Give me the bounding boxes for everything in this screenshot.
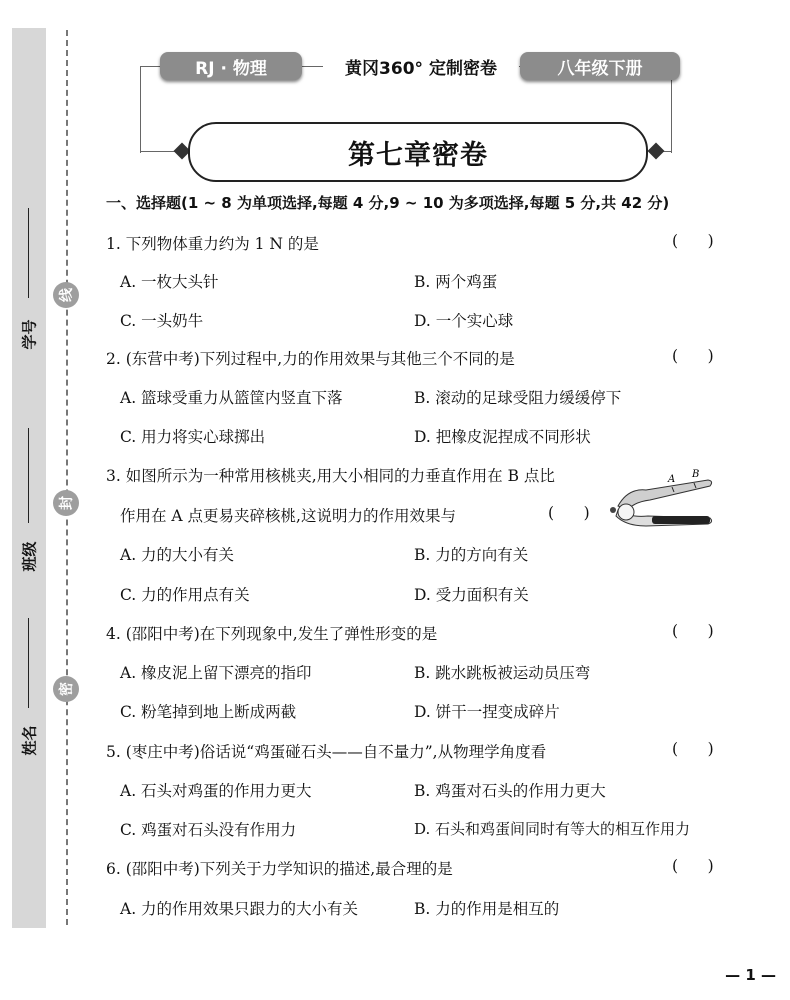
question-1-option-d[interactable]: D. 一个实心球	[414, 312, 514, 330]
question-5-option-d[interactable]: D. 石头和鸡蛋间同时有等大的相互作用力	[414, 820, 691, 838]
question-3-option-b[interactable]: B. 力的方向有关	[414, 546, 529, 564]
nutcracker-jaw	[618, 504, 634, 520]
question-3-option-c[interactable]: C. 力的作用点有关	[120, 586, 250, 604]
question-1-option-b[interactable]: B. 两个鸡蛋	[414, 273, 498, 291]
question-2-option-a[interactable]: A. 篮球受重力从篮筐内竖直下落	[120, 389, 343, 407]
question-2-answer[interactable]: ( )	[672, 347, 714, 365]
question-6-option-b[interactable]: B. 力的作用是相互的	[414, 900, 560, 918]
question-5-option-b[interactable]: B. 鸡蛋对石头的作用力更大	[414, 782, 606, 800]
page-title: 第七章密卷	[188, 122, 648, 182]
question-4-answer[interactable]: ( )	[672, 622, 714, 640]
question-1-answer[interactable]: ( )	[672, 232, 714, 250]
question-1-option-a[interactable]: A. 一枚大头针	[120, 273, 219, 291]
question-4-stem: 4. (邵阳中考)在下列现象中,发生了弹性形变的是	[106, 625, 438, 643]
grade-tag: 八年级下册	[520, 52, 680, 80]
question-6-option-a[interactable]: A. 力的作用效果只跟力的大小有关	[120, 900, 359, 918]
question-2-option-c[interactable]: C. 用力将实心球掷出	[120, 428, 266, 446]
question-3-answer[interactable]: ( )	[548, 504, 590, 522]
question-3-stem-continued: 作用在 A 点更易夹碎核桃,这说明力的作用效果与	[120, 507, 456, 525]
nutcracker-grip	[652, 516, 710, 524]
question-4-option-d[interactable]: D. 饼干一捏变成碎片	[414, 703, 560, 721]
series-name: 黄冈360° 定制密卷	[323, 52, 519, 80]
seal-mark-line: 线	[53, 282, 79, 308]
seal-mark-secret: 密	[53, 676, 79, 702]
question-3-option-a[interactable]: A. 力的大小有关	[120, 546, 235, 564]
header-connector-left	[140, 151, 178, 152]
student-id-label: 学号	[20, 319, 39, 350]
nutcracker-hinge	[610, 507, 616, 513]
question-2-option-b[interactable]: B. 滚动的足球受阻力缓缓停下	[414, 389, 622, 407]
name-line	[28, 618, 29, 708]
name-label: 姓名	[20, 725, 39, 756]
question-2-stem: 2. (东营中考)下列过程中,力的作用效果与其他三个不同的是	[106, 350, 515, 368]
question-6-stem: 6. (邵阳中考)下列关于力学知识的描述,最合理的是	[106, 860, 453, 878]
question-5-option-a[interactable]: A. 石头对鸡蛋的作用力更大	[120, 782, 312, 800]
point-b-label: B	[692, 469, 700, 480]
question-2-option-d[interactable]: D. 把橡皮泥捏成不同形状	[414, 428, 591, 446]
class-label: 班级	[20, 541, 39, 572]
nutcracker-upper-arm	[618, 480, 712, 510]
point-a-label: A	[668, 474, 676, 485]
seal-dashed-line	[66, 30, 68, 925]
question-4-option-b[interactable]: B. 跳水跳板被运动员压弯	[414, 664, 591, 682]
class-line	[28, 428, 29, 523]
question-1-stem: 1. 下列物体重力约为 1 N 的是	[106, 235, 319, 253]
seal-mark-seal: 封	[53, 490, 79, 516]
question-5-option-c[interactable]: C. 鸡蛋对石头没有作用力	[120, 821, 297, 839]
question-5-answer[interactable]: ( )	[672, 740, 714, 758]
question-3-stem: 3. 如图所示为一种常用核桃夹,用大小相同的力垂直作用在 B 点比	[106, 467, 555, 485]
page-number: — 1 —	[725, 966, 776, 984]
question-3-option-d[interactable]: D. 受力面积有关	[414, 586, 529, 604]
subject-tag: RJ · 物理	[160, 52, 302, 80]
question-1-option-c[interactable]: C. 一头奶牛	[120, 312, 204, 330]
question-5-stem: 5. (枣庄中考)俗话说“鸡蛋碰石头——自不量力”,从物理学角度看	[106, 743, 547, 761]
nutcracker-figure	[604, 466, 716, 532]
question-6-answer[interactable]: ( )	[672, 857, 714, 875]
section-heading: 一、选择题(1 ~ 8 为单项选择,每题 4 分,9 ~ 10 为多项选择,每题 5 分,共 42 分)	[106, 194, 670, 212]
question-4-option-c[interactable]: C. 粉笔掉到地上断成两截	[120, 703, 297, 721]
question-4-option-a[interactable]: A. 橡皮泥上留下漂亮的指印	[120, 664, 312, 682]
student-id-line	[28, 208, 29, 298]
binding-strip	[12, 28, 46, 928]
